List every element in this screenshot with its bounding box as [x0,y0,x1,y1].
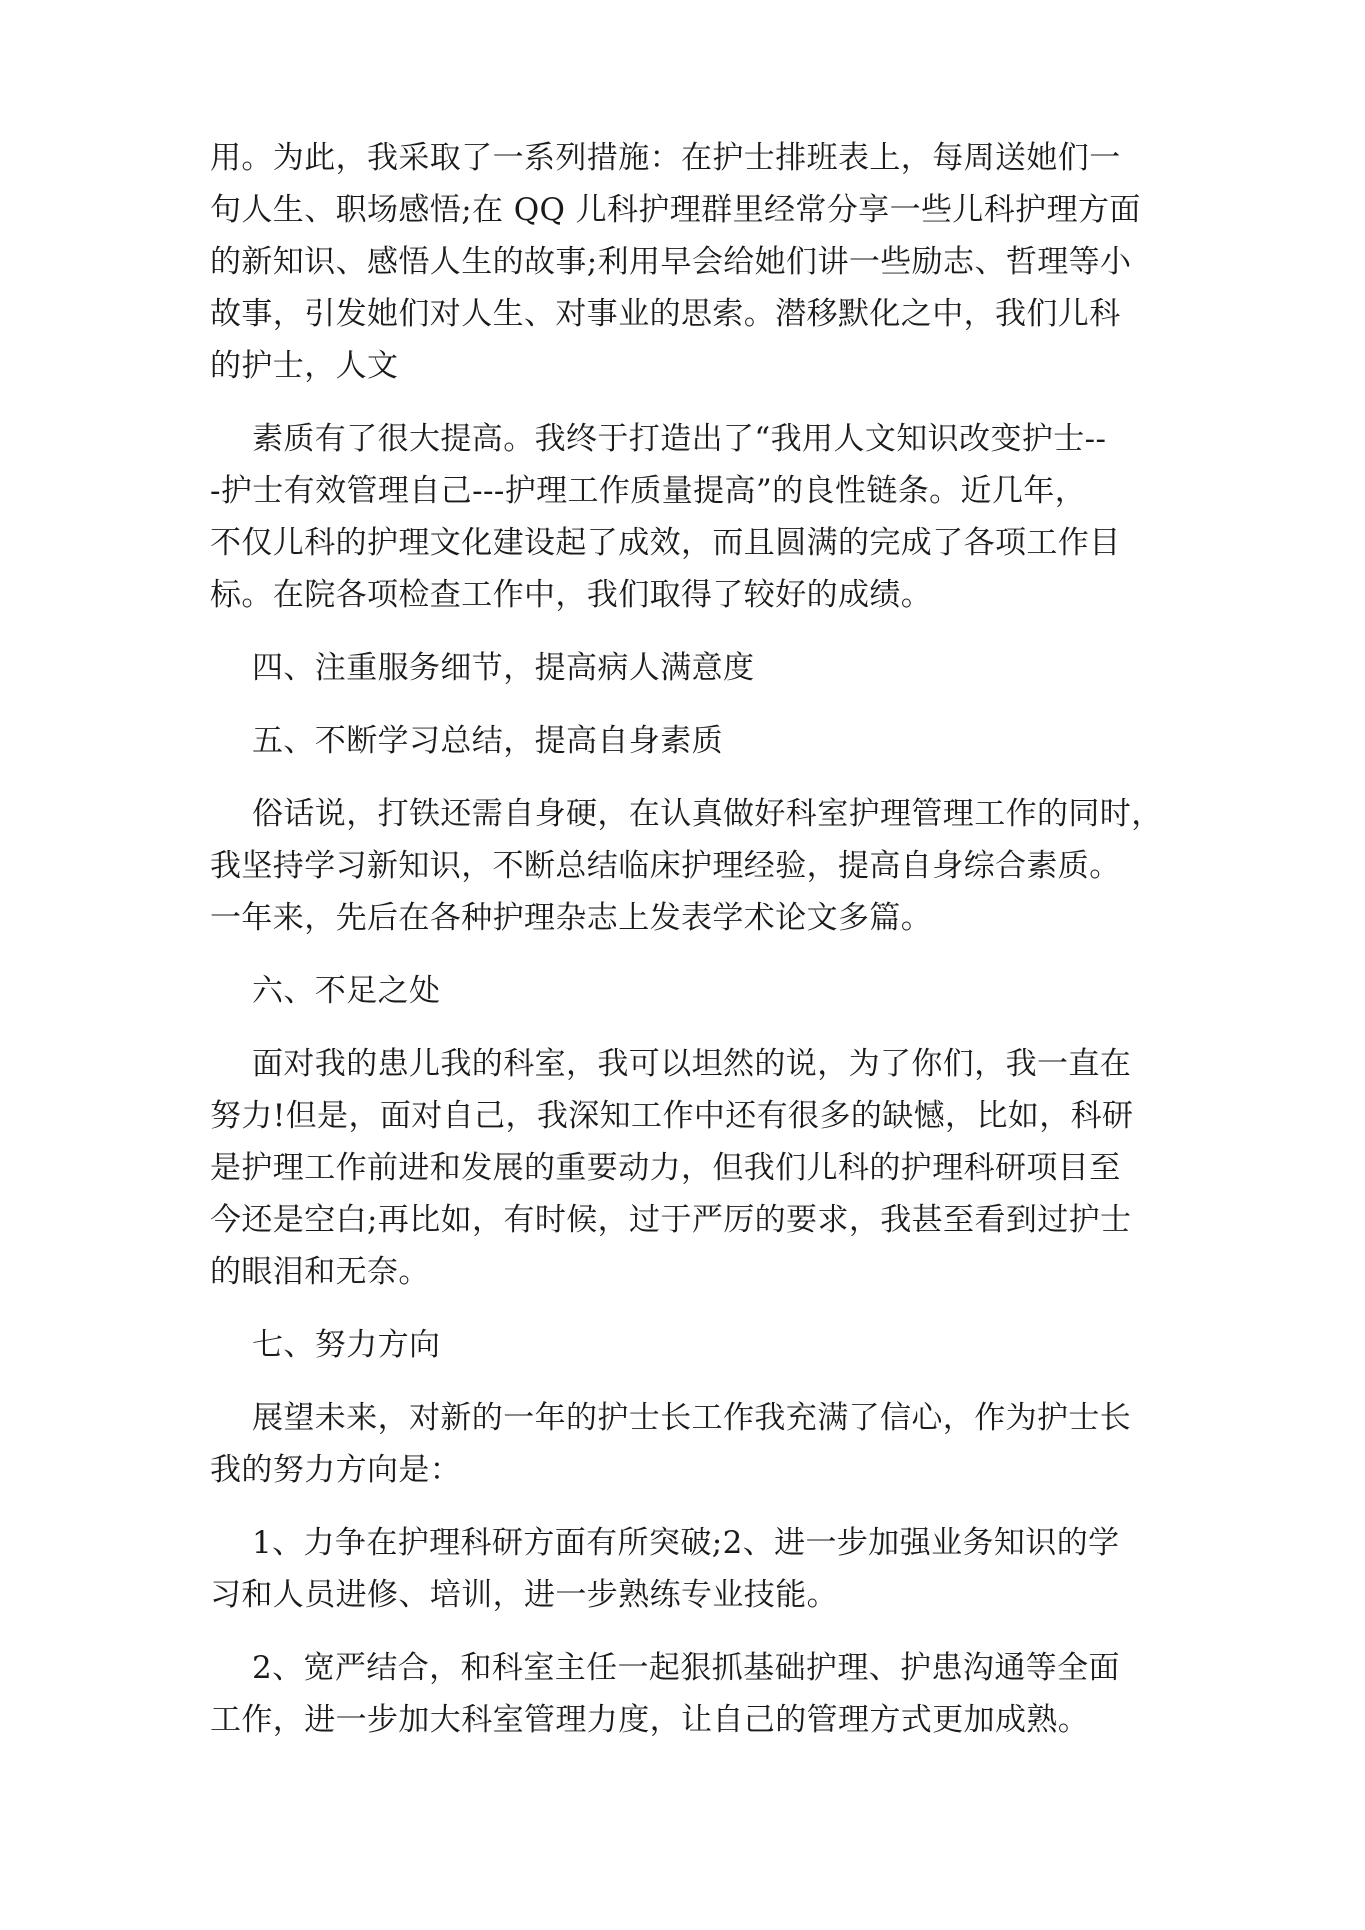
text-line: 不仅儿科的护理文化建设起了成效，而且圆满的完成了各项工作目 [210,525,1121,561]
text-line: 的眼泪和无奈。 [210,1254,430,1290]
text-line: 的护士，人文 [210,348,399,384]
text-line: 1、力争在护理科研方面有所突破;2、进一步加强业务知识的学 [252,1525,1120,1561]
text-line: 习和人员进修、培训，进一步熟练专业技能。 [210,1577,838,1613]
text-line: 一年来，先后在各种护理杂志上发表学术论文多篇。 [210,900,933,936]
text-line: 2、宽严结合，和科室主任一起狠抓基础护理、护患沟通等全面 [252,1650,1120,1686]
section-heading-6: 六、不足之处 [252,973,441,1009]
text-line: 标。在院各项检查工作中，我们取得了较好的成绩。 [210,577,933,613]
paragraph-goal-2 [210,1642,1170,1746]
text-line: 展望未来，对新的一年的护士长工作我充满了信心，作为护士长 [252,1400,1132,1436]
text-line: 工作，进一步加大科室管理力度，让自己的管理方式更加成熟。 [210,1702,1090,1738]
text-line: 我坚持学习新知识，不断总结临床护理经验，提高自身综合素质。 [210,848,1121,884]
text-line: 用。为此，我采取了一系列措施：在护士排班表上，每周送她们一 [210,140,1121,176]
paragraph-measures [210,132,1170,392]
text-line: 俗话说，打铁还需自身硬，在认真做好科室护理管理工作的同时， [252,796,1163,832]
document-page [210,132,1170,1767]
paragraph-quality-chain [210,413,1170,621]
paragraph-self-study [210,788,1170,944]
text-line: 句人生、职场感悟;在 QQ 儿科护理群里经常分享一些儿科护理方面 [210,192,1141,228]
text-line: 的新知识、感悟人生的故事;利用早会给她们讲一些励志、哲理等小 [210,244,1132,280]
paragraph-goal-1 [210,1517,1170,1621]
text-line: 努力!但是，面对自己，我深知工作中还有很多的缺憾，比如，科研 [210,1098,1134,1134]
section-heading-4: 四、注重服务细节，提高病人满意度 [252,650,755,686]
text-line: 我的努力方向是： [210,1452,462,1488]
text-line: 故事，引发她们对人生、对事业的思索。潜移默化之中，我们儿科 [210,296,1121,332]
text-line: -护士有效管理自己---护理工作质量提高”的良性链条。近几年， [210,473,1087,509]
text-line: 素质有了很大提高。我终于打造出了“我用人文知识改变护士-- [252,421,1107,457]
paragraph-shortcomings [210,1038,1170,1298]
text-line: 是护理工作前进和发展的重要动力，但我们儿科的护理科研项目至 [210,1150,1121,1186]
text-line: 今还是空白;再比如，有时候，过于严厉的要求，我甚至看到过护士 [210,1202,1132,1238]
section-heading-5: 五、不断学习总结，提高自身素质 [252,723,723,759]
paragraph-outlook [210,1392,1170,1496]
text-line: 面对我的患儿我的科室，我可以坦然的说，为了你们，我一直在 [252,1046,1132,1082]
section-heading-7: 七、努力方向 [252,1327,441,1363]
